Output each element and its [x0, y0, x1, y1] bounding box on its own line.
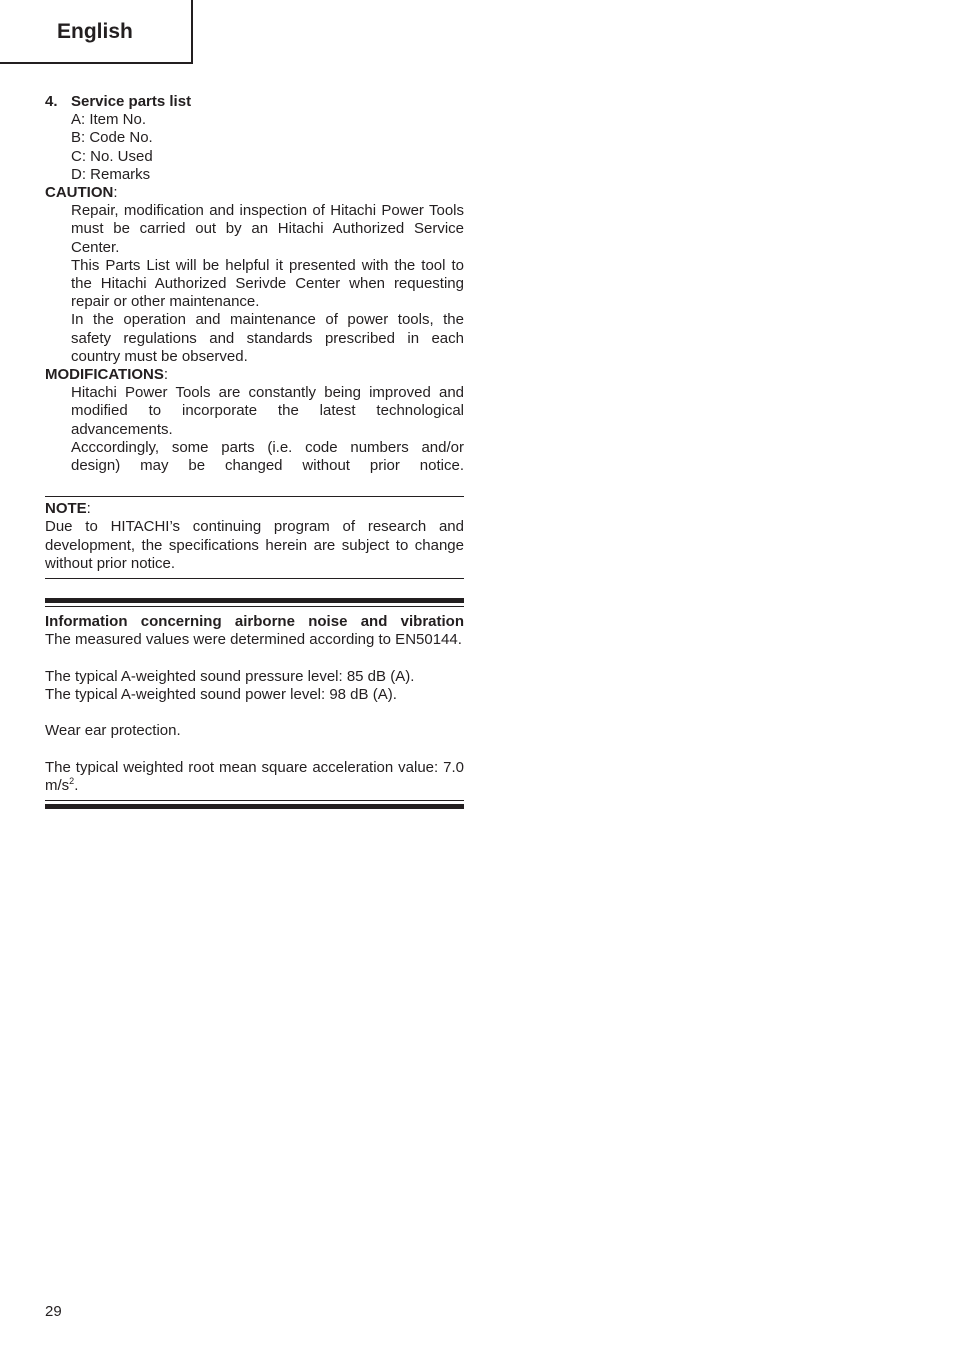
note-box [45, 496, 464, 579]
language-tab [0, 0, 193, 64]
caution-paragraph: In the operation and maintenance of power tools, the safety regulations and standards prescribed in each country must be observed. [71, 311, 464, 365]
list-item: D: Remarks [71, 165, 151, 183]
list-item: B: Code No. [71, 129, 153, 147]
note-heading: NOTE: [45, 500, 91, 518]
sound-power-level: The typical A-weighted sound power level: 98 dB (A). [45, 685, 397, 703]
noise-info-box [45, 598, 464, 809]
thick-divider [45, 804, 464, 809]
divider [45, 578, 464, 579]
divider [45, 800, 464, 801]
service-parts-list [45, 111, 464, 184]
caution-paragraph: Repair, modification and inspection of Hitachi Power Tools must be carried out by an Hitachi Authorized Service Center. [71, 202, 464, 256]
ear-protection-note: Wear ear protection. [45, 722, 181, 740]
note-text: Due to HITACHI’s continuing program of research and development, the specifications herein are subject to change without prior notice. [45, 518, 464, 572]
sound-pressure-level: The typical A-weighted sound pressure level: 85 dB (A). [45, 667, 415, 685]
caution-paragraph: This Parts List will be helpful it presented with the tool to the Hitachi Authorized Serivde Center when requesting repair or other maintenance. [71, 256, 464, 311]
language-label: English [57, 20, 133, 43]
content-column [45, 93, 464, 809]
modifications-heading: MODIFICATIONS: [45, 366, 169, 384]
modifications-paragraph: Acccordingly, some parts (i.e. code numbers and/or design) may be changed without prior notice. [71, 438, 464, 475]
caution-heading: CAUTION: [45, 184, 118, 202]
service-parts-heading [45, 93, 464, 111]
list-item: C: No. Used [71, 147, 153, 165]
list-item: A: Item No. [71, 111, 147, 129]
section-number: 4. [45, 93, 58, 110]
page-number: 29 [45, 1303, 62, 1320]
section-title: Service parts list [71, 93, 192, 110]
noise-info-intro: The measured values were determined according to EN50144. [45, 631, 462, 649]
vibration-value: The typical weighted root mean square acceleration value: 7.0 $m/s^2$. [45, 758, 464, 794]
modifications-paragraph: Hitachi Power Tools are constantly being improved and modified to incorporate the latest technological advancements. [71, 384, 464, 438]
noise-info-heading: Information concerning airborne noise and vibration [45, 613, 464, 631]
thick-divider [45, 598, 464, 603]
